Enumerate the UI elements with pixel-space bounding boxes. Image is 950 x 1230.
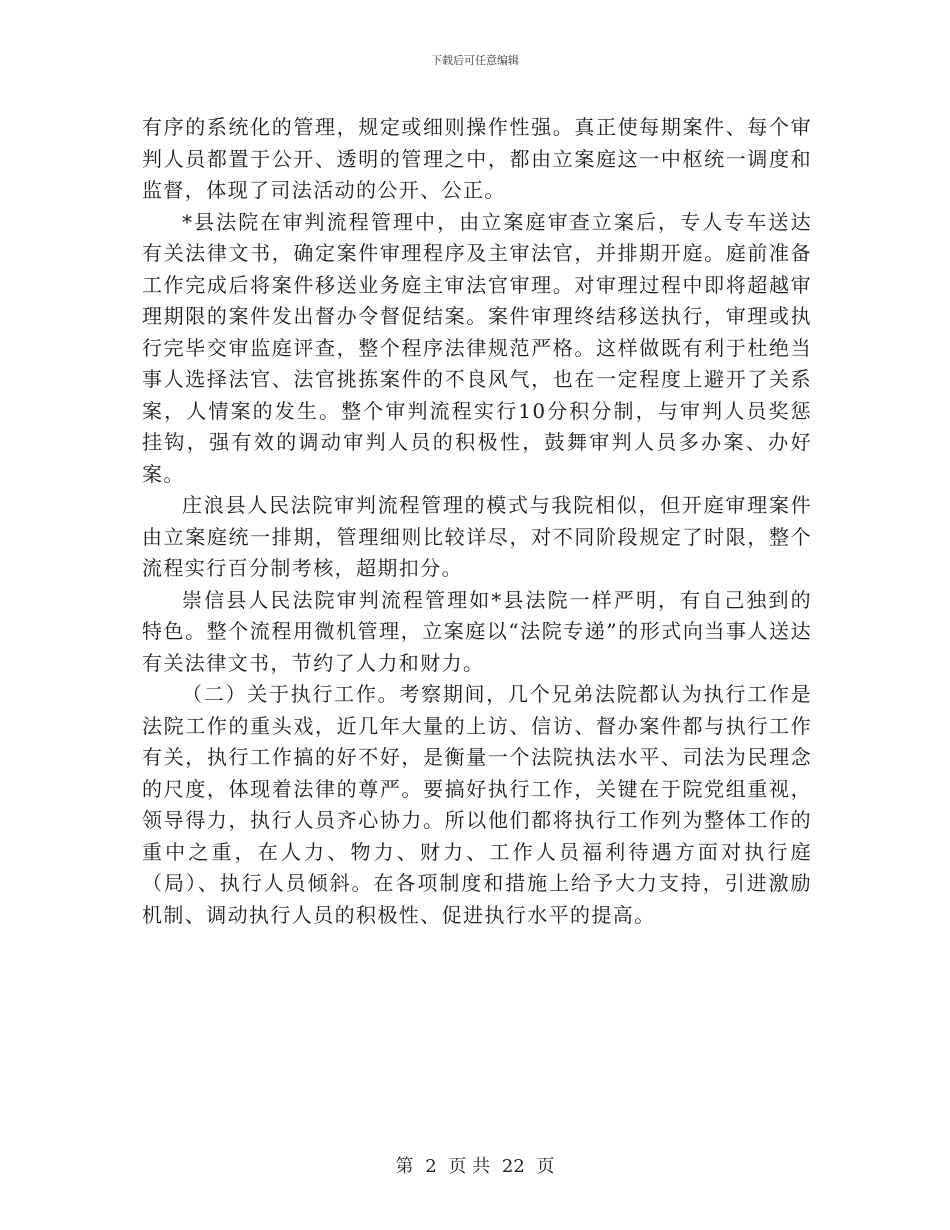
footer-middle: 页 共: [448, 1156, 491, 1177]
page-footer: [0, 1152, 950, 1178]
paragraph-continuation: 有序的系统化的管理，规定或细则操作性强。真正使每期案件、每个审判人员都置于公开、透明的管理之中，都由立案庭这一中枢统一调度和监督，体现了司法活动的公开、公正。: [142, 115, 812, 202]
page-header-note: 下载后可任意编辑: [431, 54, 519, 67]
paragraph-execution-work: （二）关于执行工作。考察期间，几个兄弟法院都认为执行工作是法院工作的重头戏，近几年大量的上访、信访、督办案件都与执行工作有关，执行工作搞的好不好，是衡量一个法院执法水平、司法为民理念的尺度，体现着法律的尊严。要搞好执行工作，关键在于院党组重视，领导得力，执行人员齐心协力。所以他们都将执行工作列为整体工作的重中之重，在人力、物力、财力、工作人员福利待遇方面对执行庭（局）、执行人员倾斜。在各项制度和措施上给予大力支持，引进激励机制、调动执行人员的积极性、促进执行水平的提高。: [142, 682, 812, 927]
paragraph-zhuanglang-court: 庄浪县人民法院审判流程管理的模式与我院相似，但开庭审理案件由立案庭统一排期，管理细则比较详尽，对不同阶段规定了时限，整个流程实行百分制考核，超期扣分。: [142, 493, 812, 580]
document-body: [142, 112, 812, 931]
footer-total-pages: 22: [501, 1156, 525, 1177]
paragraph-chongxin-court: 崇信县人民法院审判流程管理如*县法院一样严明，有自己独到的特色。整个流程用微机管理，立案庭以“法院专递”的形式向当事人送达有关法律文书，节约了人力和财力。: [142, 587, 812, 675]
footer-page-number: 2: [425, 1156, 437, 1177]
footer-suffix: 页: [536, 1156, 555, 1177]
footer-prefix: 第: [395, 1156, 414, 1177]
paragraph-county-court: *县法院在审判流程管理中，由立案庭审查立案后，专人专车送达有关法律文书，确定案件审理程序及主审法官，并排期开庭。庭前准备工作完成后将案件移送业务庭主审法官审理。对审理过程中即将超越审理期限的案件发出督办令督促结案。案件审理终结移送执行，审理或执行完毕交审监庭评查，整个程序法律规范严格。这样做既有利于杜绝当事人选择法官、法官挑拣案件的不良风气，也在一定程度上避开了关系案，人情案的发生。整个审判流程实行10分积分制，与审判人员奖惩挂钩，强有效的调动审判人员的积极性，鼓舞审判人员多办案、办好案。: [142, 209, 812, 486]
